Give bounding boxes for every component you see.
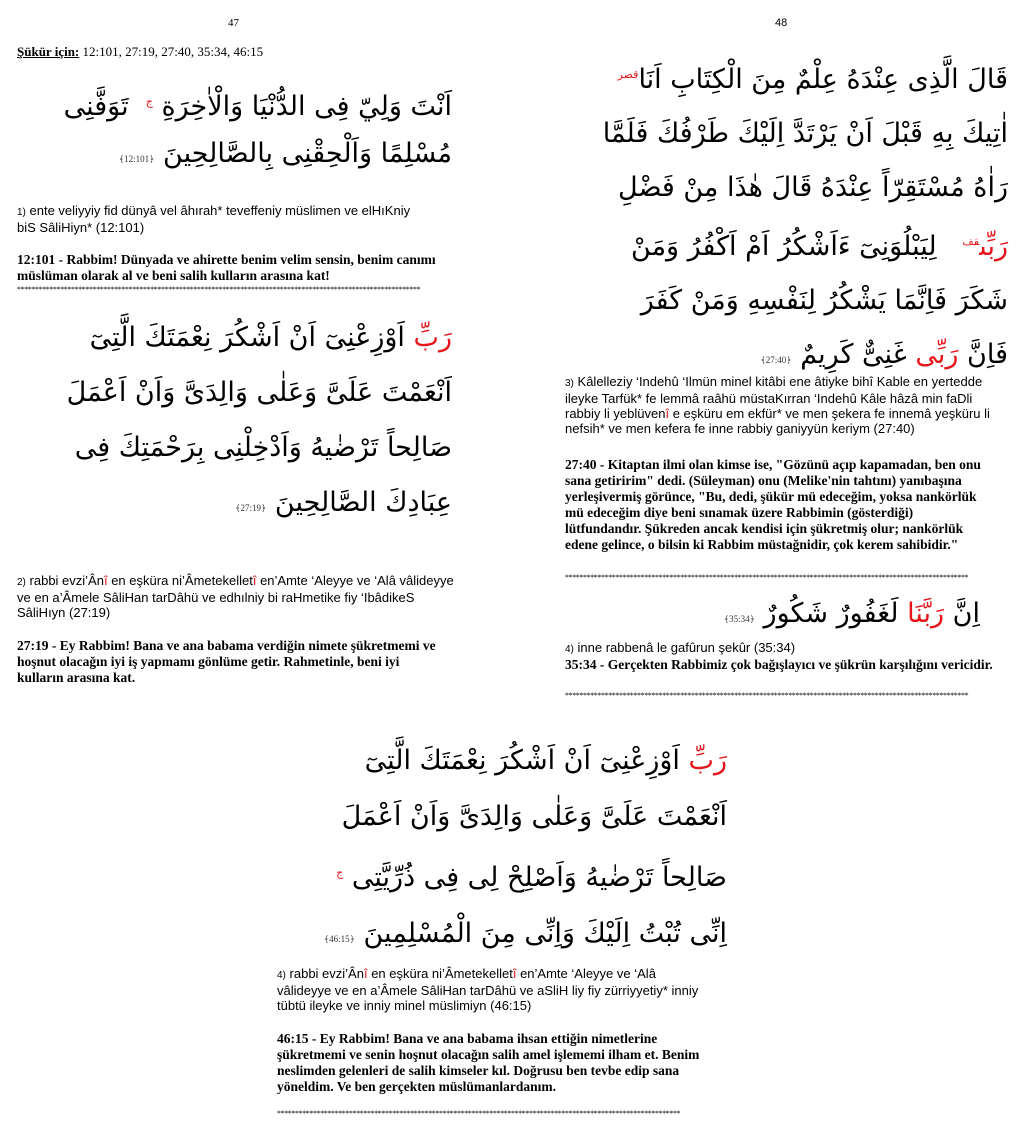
meaning-12-101: 12:101 - Rabbim! Dünyada ve ahirette benim velim sensin, benim canımı müslüman olarak al ve beni salih kulların arasına kat! (17, 252, 436, 283)
arabic-line: اٰتِيكَ بِهِ قَبْلَ اَنْ يَرْتَدَّ اِلَيْكَ طَرْفُكَ فَلَمَّا (602, 118, 1008, 149)
arabic-line: رَبِّى$^{قف}$ لِيَبْلُوَنِىٓ ءَاَشْكُرُ اَمْ اَكْفُرُ وَمَنْ (631, 231, 1008, 262)
rabb-highlight: رَبِّ (413, 322, 452, 353)
page-number-left: 47 (228, 17, 239, 29)
separator: **************************************************************************************************************** (277, 1110, 681, 1118)
stop-mark: ج (336, 866, 344, 879)
arabic-line: صَالِحاً تَرْضٰيهُ وَاَدْخِلْنِى بِرَحْمَتِكَ فِى (74, 432, 452, 463)
arabic-line: رَبِّ اَوْزِعْنِىٓ اَنْ اَشْكُرَ نِعْمَتَكَ الَّتِىٓ (89, 322, 452, 353)
arabic-verse-27-40 (548, 48, 1008, 387)
meaning-35-34: 35:34 - Gerçekten Rabbimiz çok bağışlayıcı ve şükrün karşılığını vericidir. (565, 657, 993, 672)
verse-ref: ﴾12:101﴿ (118, 154, 155, 164)
rabbana-highlight: رَبَّنَا (907, 598, 945, 629)
rabbi-highlight: رَبِّى (979, 231, 1008, 262)
arabic-line: فَاِنَّ رَبِّى غَنِىٌّ كَرِيمٌ ﴾27:40﴿ (760, 339, 1008, 370)
heading-label: Şükür için: (17, 44, 80, 59)
stop-mark: ج (145, 95, 153, 108)
arabic-verse-12-101 (32, 78, 452, 183)
verse-ref: ﴾46:15﴿ (323, 934, 355, 944)
rabbi-highlight: رَبِّى (915, 339, 959, 370)
arabic-verse-27-19 (12, 310, 452, 536)
arabic-line: اِنِّى تُبْتُ اِلَيْكَ وَاِنِّى مِنَ الْمُسْلِمِينَ ﴾46:15﴿ (323, 918, 727, 949)
arabic-verse-35-34: اِنَّ رَبَّنَا لَغَفُورٌ شَكُورٌ ﴾35:34﴿ (723, 598, 980, 629)
transliteration-46-15: 4) rabbi evzi’Ânî en eşküra ni’Âmetekelletî en’Amte ‘Aleyye ve ‘Alâ vâlideyye ve en a’Âmele SâliHan tarDâhü ve aSliH liy fiy zürriyyetiy* inniy tübtü ileyke ve inniy minel müslimiyn (46:15) (277, 966, 699, 1013)
arabic-line: رَبِّ اَوْزِعْنِىٓ اَنْ اَشْكُرَ نِعْمَتَكَ الَّتِىٓ (364, 745, 727, 776)
separator: **************************************************************************************************************** (565, 574, 969, 582)
rabb-highlight: رَبِّ (688, 745, 727, 776)
arabic-verse-46-15 (297, 733, 727, 967)
arabic-line: قَالَ الَّذِى عِنْدَهُ عِلْمٌ مِنَ الْكِتَابِ اَنَا$^{قصر}$ (617, 64, 1008, 95)
arabic-line: شَكَرَ فَاِنَّمَا يَشْكُرُ لِنَفْسِهِ وَمَنْ كَفَرَ (640, 285, 1008, 316)
verse-ref: ﴾35:34﴿ (723, 614, 755, 624)
meaning-46-15: 46:15 - Ey Rabbim! Bana ve ana babama ihsan ettiğin nimetlerine şükretmemi ve senin hoşnut olacağın salih amel işlememi ilham et. Benim neslimden gelenleri de salih kimseler kıl. Doğrusu ben tevbe edip sana yöneldim. Ve ben gerçekten müslümanlardanım. (277, 1031, 700, 1094)
stop-mark: قصر (617, 68, 639, 81)
meaning-27-40: 27:40 - Kitaptan ilmi olan kimse ise, "Gözünü açıp kapamadan, ben onu sana getiririm" dedi. (Süleyman) onu (Melike'nin tahtını) yanıbaşına yerleşivermiş görünce, "Bu, dedi, şükür mü edeceğim, yoksa nankörlük mü edeceğim diye beni sınamak üzere Rabbimin (gösterdiği) lütfundandır. Şükreden ancak kendisi için şükretmiş olur; nankörlük edene gelince, o bilsin ki Rabbim müstağnidir, çok kerem sahibidir." (565, 457, 981, 552)
arabic-line: عِبَادِكَ الصَّالِحِينَ ﴾27:19﴿ (235, 487, 452, 518)
verse-ref: ﴾27:19﴿ (235, 503, 267, 513)
separator: **************************************************************************************************************** (17, 286, 421, 294)
arabic-line: اَنْتَ وَلِيّ فِى الدُّنْيَا وَالْاٰخِرَةِ $^ج$ تَوَفَّنِى (63, 91, 452, 122)
arabic-line: اَنْعَمْتَ عَلَىَّ وَعَلٰى وَالِدَىَّ وَاَنْ اَعْمَلَ (341, 801, 727, 832)
transliteration-27-40: 3) Kâlelleziy ‘Indehû ‘Ilmün minel kitâbi ene âtiyke bihî Kable en yertedde ileyke Tarfük* fe lemmâ raâhü müstaKırran ‘Indehû Kâle hâzâ min faDli rabbiy li yeblüvenî e eşküru em ekfür* ve men şekera fe innemâ yeşküru li nefsih* ve men kefera fe inne rabbiy ganiyyün keriym (27:40) (565, 374, 990, 436)
page-number-right: 48 (775, 17, 788, 29)
separator: **************************************************************************************************************** (565, 692, 969, 700)
arabic-line: صَالِحاً تَرْضٰيهُ وَاَصْلِحْ لِى فِى ذُرِّيَّتِى $^ج$ (336, 862, 727, 893)
section-heading (17, 44, 263, 60)
arabic-line: رَاٰهُ مُسْتَقِرّاً عِنْدَهُ قَالَ هٰذَا مِنْ فَضْلِ (618, 172, 1008, 203)
meaning-27-19: 27:19 - Ey Rabbim! Bana ve ana babama verdiğin nimete şükretmemi ve hoşnut olacağın iyi iş yapmamı gönlüme getir. Rahmetinle, beni iyi kulların arasına kat. (17, 638, 436, 685)
heading-refs: 12:101, 27:19, 27:40, 35:34, 46:15 (79, 44, 264, 59)
arabic-line: اَنْعَمْتَ عَلَىَّ وَعَلٰى وَالِدَىَّ وَاَنْ اَعْمَلَ (66, 377, 452, 408)
verse-ref: ﴾27:40﴿ (760, 355, 792, 365)
transliteration-35-34: 4) inne rabbenâ le gafûrun şekûr (35:34) (565, 640, 796, 655)
transliteration-12-101: 1) ente veliyyiy fid dünyâ vel âhırah* teveffeniy müslimen ve elHıKniy biS SâliHiyn* (12:101) (17, 203, 411, 235)
transliteration-27-19: 2) rabbi evzi’Ânî en eşküra ni’Âmetekelletî en’Amte ‘Aleyye ve ‘Alâ vâlideyye ve en a’Âmele SâliHan tarDâhü ve edhılniy bi raHmetike fiy ‘IbâdikeS SâliHıyn (27:19) (17, 573, 454, 620)
arabic-line: مُسْلِمًا وَاَلْحِقْنِى بِالصَّالِحِينَ ﴾12:101﴿ (118, 138, 452, 169)
